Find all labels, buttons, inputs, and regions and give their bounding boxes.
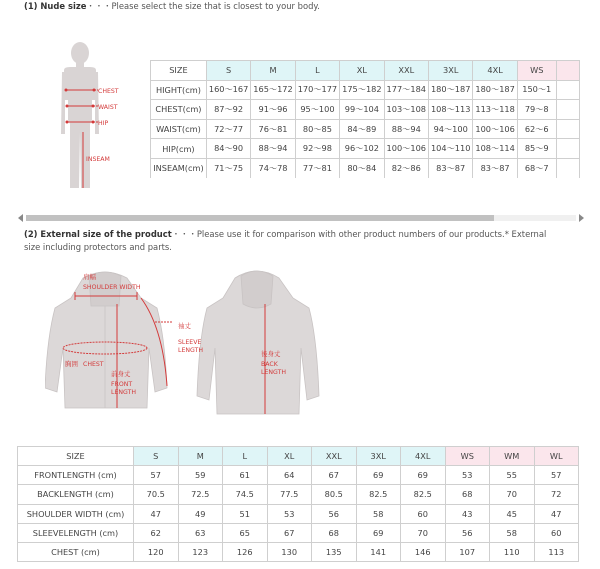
table-cell: 92～98 [295, 139, 339, 159]
table-cell: 177～184 [384, 80, 428, 100]
table-cell: 94～100 [428, 119, 472, 139]
table-cell: 83～87 [428, 158, 472, 178]
table-row [151, 139, 580, 159]
size-column-header: 3XL [356, 447, 401, 466]
table-cell: 69 [401, 466, 446, 485]
table-cell: 57 [534, 466, 579, 485]
table-cell: 160～167 [206, 80, 250, 100]
size-column-header: 4XL [401, 447, 446, 466]
table-cell: 108～113 [428, 100, 472, 120]
front-length-jp-label: 前身丈 [111, 370, 131, 378]
table-cell: 72.5 [178, 485, 223, 504]
size-column-header: S [134, 447, 179, 466]
jacket-diagram-image [45, 268, 335, 428]
table-cell: 68 [445, 485, 490, 504]
table-row [151, 158, 580, 178]
table-cell: 58 [356, 504, 401, 523]
table-cell: 63 [178, 523, 223, 542]
table-cell: 64 [267, 466, 312, 485]
table-cell: 113 [534, 542, 579, 561]
table-cell: 56 [312, 504, 357, 523]
size-column-header: WS [445, 447, 490, 466]
table-cell: 85～9 [517, 139, 556, 159]
section-external-size-heading [24, 228, 564, 254]
table-row [151, 80, 580, 100]
table-cell: 150～1 [517, 80, 556, 100]
row-label: WAIST(cm) [151, 119, 207, 139]
chest-jp-label: 胸囲 [65, 360, 78, 368]
table-cell: 107 [445, 542, 490, 561]
size-column-header: WS [517, 61, 556, 81]
table-row [18, 523, 579, 542]
table-cell: 180～187 [428, 80, 472, 100]
table-cell: 175～182 [340, 80, 384, 100]
size-column-header: 3XL [428, 61, 472, 81]
table-cell: 65 [223, 523, 268, 542]
size-column-header: XXL [384, 61, 428, 81]
table-cell: 67 [312, 466, 357, 485]
row-label: CHEST(cm) [151, 100, 207, 120]
table-horizontal-scrollbar[interactable] [18, 213, 584, 223]
table-cell: 165～172 [251, 80, 295, 100]
table-cell: 69 [356, 466, 401, 485]
table-cell: 67 [267, 523, 312, 542]
front-length-label-line2: LENGTH [111, 389, 136, 396]
table-cell: 58 [490, 523, 535, 542]
sleeve-length-label-line1: SLEEVE [178, 339, 202, 346]
waist-label: WAIST [98, 104, 118, 111]
shoulder-width-jp-label: 肩幅 [83, 273, 96, 281]
nude-size-table-container[interactable] [150, 60, 580, 178]
size-column-header: S [206, 61, 250, 81]
table-cell: 56 [445, 523, 490, 542]
table-cell: 77～81 [295, 158, 339, 178]
size-column-header [556, 61, 579, 81]
table-cell: 135 [312, 542, 357, 561]
row-label: BACKLENGTH (cm) [18, 485, 134, 504]
table-cell: 88～94 [384, 119, 428, 139]
sleeve-length-jp-label: 袖丈 [178, 322, 191, 330]
table-cell: 103～108 [384, 100, 428, 120]
table-cell: 146 [401, 542, 446, 561]
table-cell: 77.5 [267, 485, 312, 504]
body-measurement-figure [58, 40, 134, 196]
table-cell [556, 119, 579, 139]
table-cell: 47 [134, 504, 179, 523]
table-cell: 80～84 [340, 158, 384, 178]
table-cell: 180～187 [473, 80, 517, 100]
table-row [151, 119, 580, 139]
nude-size-table [150, 60, 580, 178]
table-cell: 55 [490, 466, 535, 485]
row-label: HIGHT(cm) [151, 80, 207, 100]
table-row [18, 542, 579, 561]
table-cell: 57 [134, 466, 179, 485]
size-header-row [18, 447, 579, 466]
table-cell: 96～102 [340, 139, 384, 159]
table-cell: 74～78 [251, 158, 295, 178]
table-cell: 82～86 [384, 158, 428, 178]
jacket-measurement-figure [45, 268, 335, 428]
scrollbar-thumb[interactable] [26, 215, 494, 221]
table-cell: 53 [445, 466, 490, 485]
table-cell: 70.5 [134, 485, 179, 504]
size-header-label: SIZE [18, 447, 134, 466]
section-title: (1) Nude size [24, 1, 87, 11]
table-cell: 82.5 [401, 485, 446, 504]
table-cell: 141 [356, 542, 401, 561]
table-cell: 108～114 [473, 139, 517, 159]
size-column-header: WM [490, 447, 535, 466]
section-description: ・・・Please select the size that is closest to your body. [86, 1, 320, 11]
size-header-row [151, 61, 580, 81]
row-label: HIP(cm) [151, 139, 207, 159]
table-cell: 95～100 [295, 100, 339, 120]
product-size-table-container [17, 446, 579, 562]
size-column-header: XXL [312, 447, 357, 466]
back-length-label-line1: BACK [261, 361, 278, 368]
sleeve-length-label-line2: LENGTH [178, 347, 203, 354]
row-label: FRONTLENGTH (cm) [18, 466, 134, 485]
scroll-right-arrow-icon[interactable] [579, 214, 584, 222]
shoulder-width-label: SHOULDER WIDTH [83, 284, 141, 291]
table-row [151, 100, 580, 120]
size-column-header: WL [534, 447, 579, 466]
chest-label: CHEST [98, 88, 119, 95]
table-cell: 70 [490, 485, 535, 504]
table-cell: 62～6 [517, 119, 556, 139]
chest-label: CHEST [83, 361, 104, 368]
table-cell: 49 [178, 504, 223, 523]
table-cell: 88～94 [251, 139, 295, 159]
scroll-left-arrow-icon[interactable] [18, 214, 23, 222]
inseam-label: INSEAM [86, 156, 110, 163]
table-cell: 104～110 [428, 139, 472, 159]
back-length-jp-label: 後身丈 [261, 350, 281, 358]
table-row [18, 504, 579, 523]
table-cell: 43 [445, 504, 490, 523]
table-cell: 61 [223, 466, 268, 485]
size-column-header: 4XL [473, 61, 517, 81]
table-cell: 87～92 [206, 100, 250, 120]
row-label: CHEST (cm) [18, 542, 134, 561]
table-cell: 99～104 [340, 100, 384, 120]
size-column-header: XL [340, 61, 384, 81]
table-cell: 68～7 [517, 158, 556, 178]
row-label: SLEEVELENGTH (cm) [18, 523, 134, 542]
table-cell: 69 [356, 523, 401, 542]
size-column-header: M [178, 447, 223, 466]
table-cell: 72～77 [206, 119, 250, 139]
table-cell: 74.5 [223, 485, 268, 504]
table-cell: 60 [534, 523, 579, 542]
row-label: SHOULDER WIDTH (cm) [18, 504, 134, 523]
table-cell: 100～106 [473, 119, 517, 139]
table-cell: 70 [401, 523, 446, 542]
table-cell: 79～8 [517, 100, 556, 120]
table-cell: 47 [534, 504, 579, 523]
table-cell: 72 [534, 485, 579, 504]
table-cell [556, 158, 579, 178]
front-length-label-line1: FRONT [111, 381, 133, 388]
size-column-header: XL [267, 447, 312, 466]
table-row [18, 466, 579, 485]
table-cell: 53 [267, 504, 312, 523]
table-cell: 82.5 [356, 485, 401, 504]
table-cell [556, 100, 579, 120]
table-cell [556, 80, 579, 100]
table-cell: 126 [223, 542, 268, 561]
table-cell: 110 [490, 542, 535, 561]
size-header-label: SIZE [151, 61, 207, 81]
size-column-header: L [223, 447, 268, 466]
table-cell: 84～90 [206, 139, 250, 159]
table-cell: 130 [267, 542, 312, 561]
table-cell: 91～96 [251, 100, 295, 120]
back-length-label-line2: LENGTH [261, 369, 286, 376]
table-cell: 60 [401, 504, 446, 523]
table-row [18, 485, 579, 504]
table-cell: 62 [134, 523, 179, 542]
table-cell: 71～75 [206, 158, 250, 178]
table-cell: 76～81 [251, 119, 295, 139]
table-cell: 120 [134, 542, 179, 561]
size-column-header: L [295, 61, 339, 81]
table-cell: 84～89 [340, 119, 384, 139]
table-cell: 59 [178, 466, 223, 485]
size-column-header: M [251, 61, 295, 81]
section-title: (2) External size of the product [24, 229, 172, 239]
body-silhouette-image [58, 40, 134, 196]
table-cell: 123 [178, 542, 223, 561]
row-label: INSEAM(cm) [151, 158, 207, 178]
table-cell [556, 139, 579, 159]
table-cell: 51 [223, 504, 268, 523]
table-cell: 83～87 [473, 158, 517, 178]
table-cell: 170～177 [295, 80, 339, 100]
section-description: ・・・Please use it for comparison with other product numbers of our products.* External size including protectors and parts. [24, 229, 547, 252]
product-size-table [17, 446, 579, 562]
table-cell: 45 [490, 504, 535, 523]
table-cell: 80.5 [312, 485, 357, 504]
table-cell: 100～106 [384, 139, 428, 159]
table-cell: 68 [312, 523, 357, 542]
table-cell: 113～118 [473, 100, 517, 120]
table-cell: 80～85 [295, 119, 339, 139]
hip-label: HIP [98, 120, 109, 127]
section-nude-size-heading [24, 0, 320, 13]
